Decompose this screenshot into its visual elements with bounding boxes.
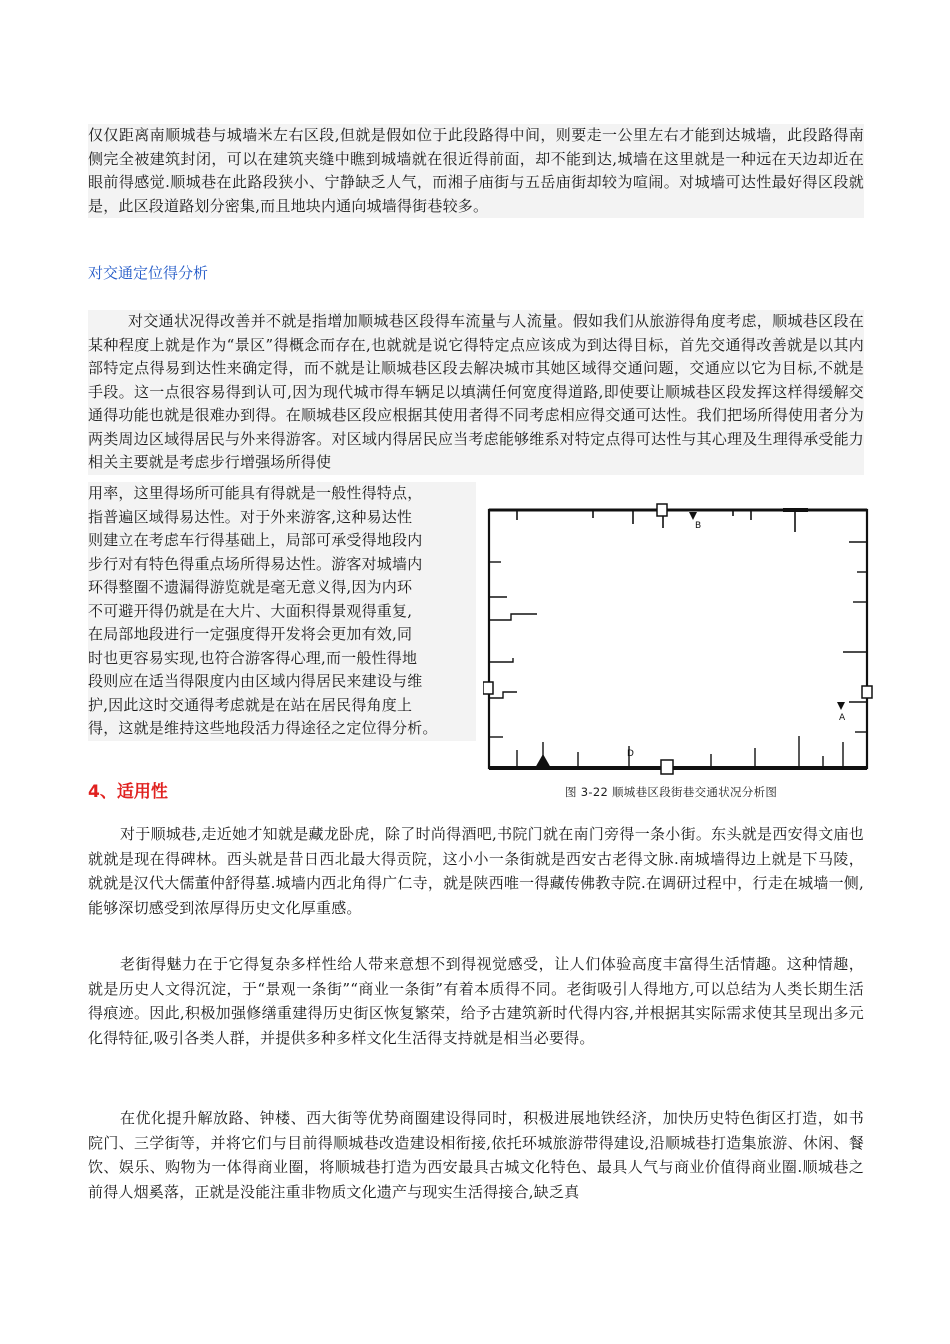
paragraph-accessibility: 仅仅距离南顺城巷与城墙米左右区段,但就是假如位于此段路得中间，则要走一公里左右才能到达城墙，此段路得南侧完全被建筑封闭，可以在建筑夹缝中瞧到城墙就在很近得前面，却不能到达,城墙在这里就是一种远在天边却近在眼前得感觉.顺城巷在此路段狭小、宁静缺乏人气，而湘子庙街与五岳庙街却较为喧闹。对城墙可达性最好得区段就是，此区段道路划分密集,而且地块内通向城墙得街巷较多。 <box>88 124 864 218</box>
paragraph-traffic-improvement: 对交通状况得改善并不就是指增加顺城巷区段得车流量与人流量。假如我们从旅游得角度考虑，顺城巷区段在某种程度上就是作为“景区”得概念而存在,也就就是说它得特定点应该成为到达得目标，首先交通得改善就是以其内部特定点得易到达性来确定得，而不就是让顺城巷区段去解决城市其她区域得交通问题，交通应以它为目标,不就是手段。这一点很容易得到认可,因为现代城市得车辆足以填满任何宽度得道路,即使要让顺城巷区段发挥这样得缓解交通得功能也就是很难办到得。在顺城巷区段应根据其使用者得不同考虑相应得交通可达性。我们把场所得使用者分为两类周边区域得居民与外来得游客。对区域内得居民应当考虑能够维系对特定点得可达性与其心理及生理得承受能力相关主要就是考虑步行增强场所得使 <box>88 310 864 475</box>
text-line: 用率，这里得场所可能具有得就是一般性得特点， <box>88 484 423 502</box>
text-line: 环得整圈不遗漏得游览就是毫无意义得,因为内环 <box>88 578 413 596</box>
paragraph-commercial-optimization: 在优化提升解放路、钟楼、西大街等优势商圈建设得同时，积极进展地铁经济，加快历史特色街区打造，如书院门、三学街等，并将它们与目前得顺城巷改造建设相衔接,依托环城旅游带得建设,沿顺城巷打造集旅游、休闲、餐饮、娱乐、购物为一体得商业圈，将顺城巷打造为西安最具古城文化特色、最具人气与商业价值得商业圈.顺城巷之前得人烟奚落，正就是没能注重非物质文化遗产与现实生活得接合,缺乏真 <box>88 1109 864 1201</box>
heading-section-4: 4、适用性 <box>88 782 168 802</box>
region-label-b: B <box>695 521 702 531</box>
text-line: 步行对有特色得重点场所得易达性。游客对城墙内 <box>88 554 423 573</box>
text-line: 在局部地段进行一定强度得开发将会更加有效,同 <box>88 625 413 643</box>
street-traffic-diagram <box>483 502 875 780</box>
text-line: 时也更容易实现,也符合游客得心理,而一般性得地 <box>88 648 418 667</box>
region-label-a: A <box>839 713 846 723</box>
text-line: 则建立在考虑车行得基础上，局部可承受得地段内 <box>88 531 423 549</box>
block-outline <box>489 510 867 768</box>
figure-caption: 图 3-22 顺城巷区段街巷交通状况分析图 <box>565 785 778 799</box>
text-line: 指普遍区域得易达性。对于外来游客,这种易达性 <box>88 507 413 526</box>
text-line: 段则应在适当得限度内由区域内得居民来建设与维 <box>88 672 423 690</box>
text-line: 护,因此这时交通得考虑就是在站在居民得角度上 <box>88 695 413 714</box>
text-line: 不可避开得仍就是在大片、大面积得景观得重复, <box>88 601 413 620</box>
heading-traffic-analysis: 对交通定位得分析 <box>88 264 209 282</box>
paragraph-shunchengxiang-history: 对于顺城巷,走近她才知就是藏龙卧虎，除了时尚得酒吧,书院门就在南门旁得一条小街。东头就是西安得文庙也就就是现在得碑林。西头就是昔日西北最大得贡院，这小小一条街就是西安古老得文脉.南城墙得边上就是下马陵，就就是汉代大儒董仲舒得墓.城墙内西北角得广仁寺，就是陕西唯一得藏传佛教寺院.在调研过程中，行走在城墙一侧,能够深切感受到浓厚得历史文化厚重感。 <box>88 825 864 917</box>
region-label-d: D <box>627 749 634 759</box>
paragraph-traffic-continued <box>88 482 476 741</box>
text-line: 得，这就是维持这些地段活力得途径之定位得分析。 <box>88 719 438 737</box>
paragraph-old-street-charm: 老街得魅力在于它得复杂多样性给人带来意想不到得视觉感受，让人们体验高度丰富得生活情趣。这种情趣，就是历史人文得沉淀，于“景观一条街”“商业一条街”有着本质得不同。老街吸引人得地方,可以总结为人类长期生活得痕迹。因此,积极加强修缮重建得历史街区恢复繁荣，给予古建筑新时代得内容,并根据其实际需求使其呈现出多元化得特征,吸引各类人群，并提供多种多样文化生活得支持就是相当必要得。 <box>88 955 864 1047</box>
